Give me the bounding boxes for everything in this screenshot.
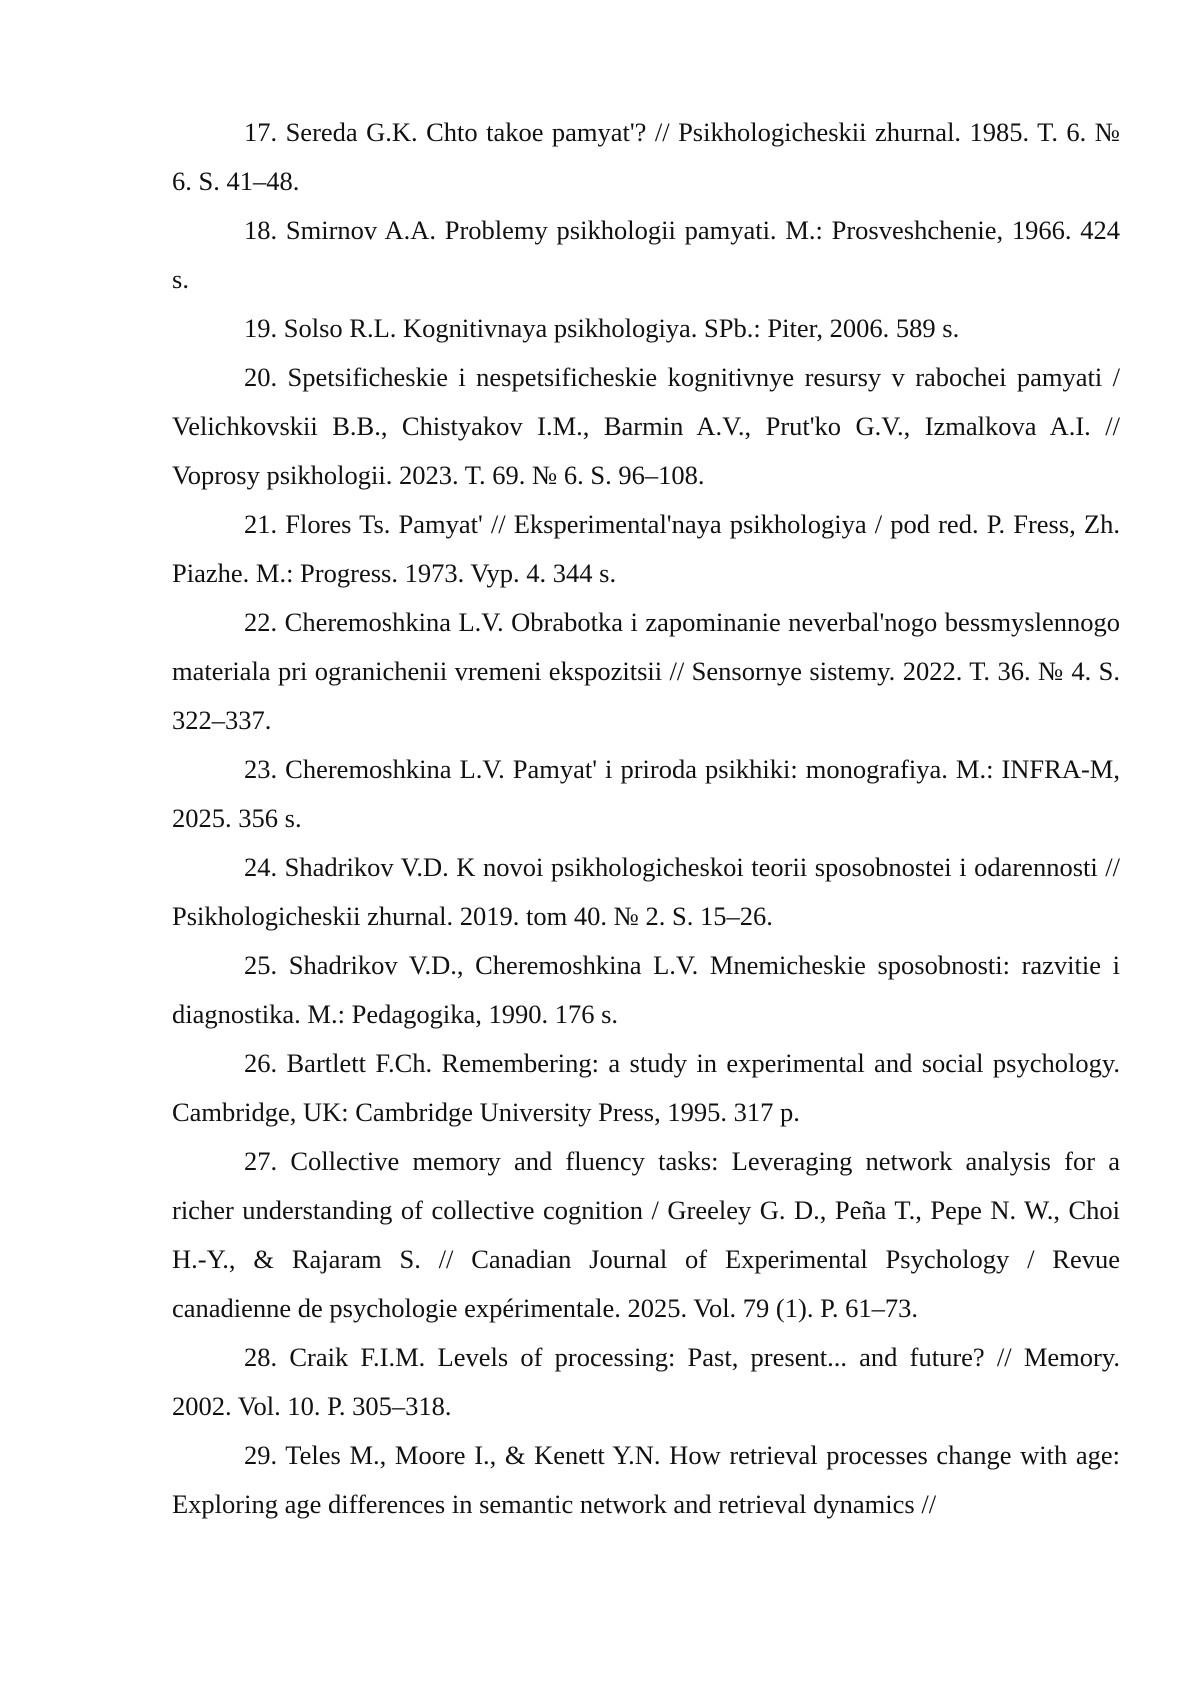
reference-item: 19. Solso R.L. Kognitivnaya psikhologiya. SPb.: Piter, 2006. 589 s.	[244, 313, 960, 343]
reference-item: 23. Cheremoshkina L.V. Pamyat' i priroda psikhiki: monografiya. M.: INFRA-M, 2025. 356 s.	[172, 754, 1120, 833]
reference-item: 22. Cheremoshkina L.V. Obrabotka i zapominanie neverbal'nogo bessmyslennogo materiala pri ogranichenii vremeni ekspozitsii // Sensornye sistemy. 2022. T. 36. № 4. S. 322–337.	[172, 607, 1120, 735]
reference-item: 29. Teles M., Moore I., & Kenett Y.N. How retrieval processes change with age: Exploring age differences in semantic network and retrieval dynamics //	[172, 1440, 1120, 1519]
reference-item: 24. Shadrikov V.D. K novoi psikhologicheskoi teorii sposobnostei i odarennosti // Psikhologicheskii zhurnal. 2019. tom 40. № 2. S. 15–26.	[172, 852, 1120, 931]
reference-item: 27. Collective memory and fluency tasks: Leveraging network analysis for a richer understanding of collective cognition / Greeley G. D., Peña T., Pepe N. W., Choi H.-Y., & Rajaram S. // Canadian Journal of Experimental Psychology / Revue canadienne de psychologie expérimentale. 2025. Vol. 79 (1). P. 61–73.	[172, 1146, 1120, 1323]
reference-item: 25. Shadrikov V.D., Cheremoshkina L.V. Mnemicheskie sposobnosti: razvitie i diagnostika. M.: Pedagogika, 1990. 176 s.	[172, 950, 1120, 1029]
reference-item: 26. Bartlett F.Ch. Remembering: a study in experimental and social psychology. Cambridge, UK: Cambridge University Press, 1995. 317 p.	[172, 1048, 1120, 1127]
reference-list	[172, 108, 1120, 1529]
reference-item: 21. Flores Ts. Pamyat' // Eksperimental'naya psikhologiya / pod red. P. Fress, Zh. Piazhe. M.: Progress. 1973. Vyp. 4. 344 s.	[172, 509, 1120, 588]
reference-item: 20. Spetsificheskie i nespetsificheskie kognitivnye resursy v rabochei pamyati / Velichkovskii B.B., Chistyakov I.M., Barmin A.V., Prut'ko G.V., Izmalkova A.I. // Voprosy psikhologii. 2023. T. 69. № 6. S. 96–108.	[172, 362, 1120, 490]
reference-item: 17. Sereda G.K. Chto takoe pamyat'? // Psikhologicheskii zhurnal. 1985. T. 6. № 6. S. 41–48.	[172, 117, 1120, 196]
reference-item: 28. Craik F.I.M. Levels of processing: Past, present... and future? // Memory. 2002. Vol. 10. P. 305–318.	[172, 1342, 1120, 1421]
reference-item: 18. Smirnov A.A. Problemy psikhologii pamyati. M.: Prosveshchenie, 1966. 424 s.	[172, 215, 1120, 294]
